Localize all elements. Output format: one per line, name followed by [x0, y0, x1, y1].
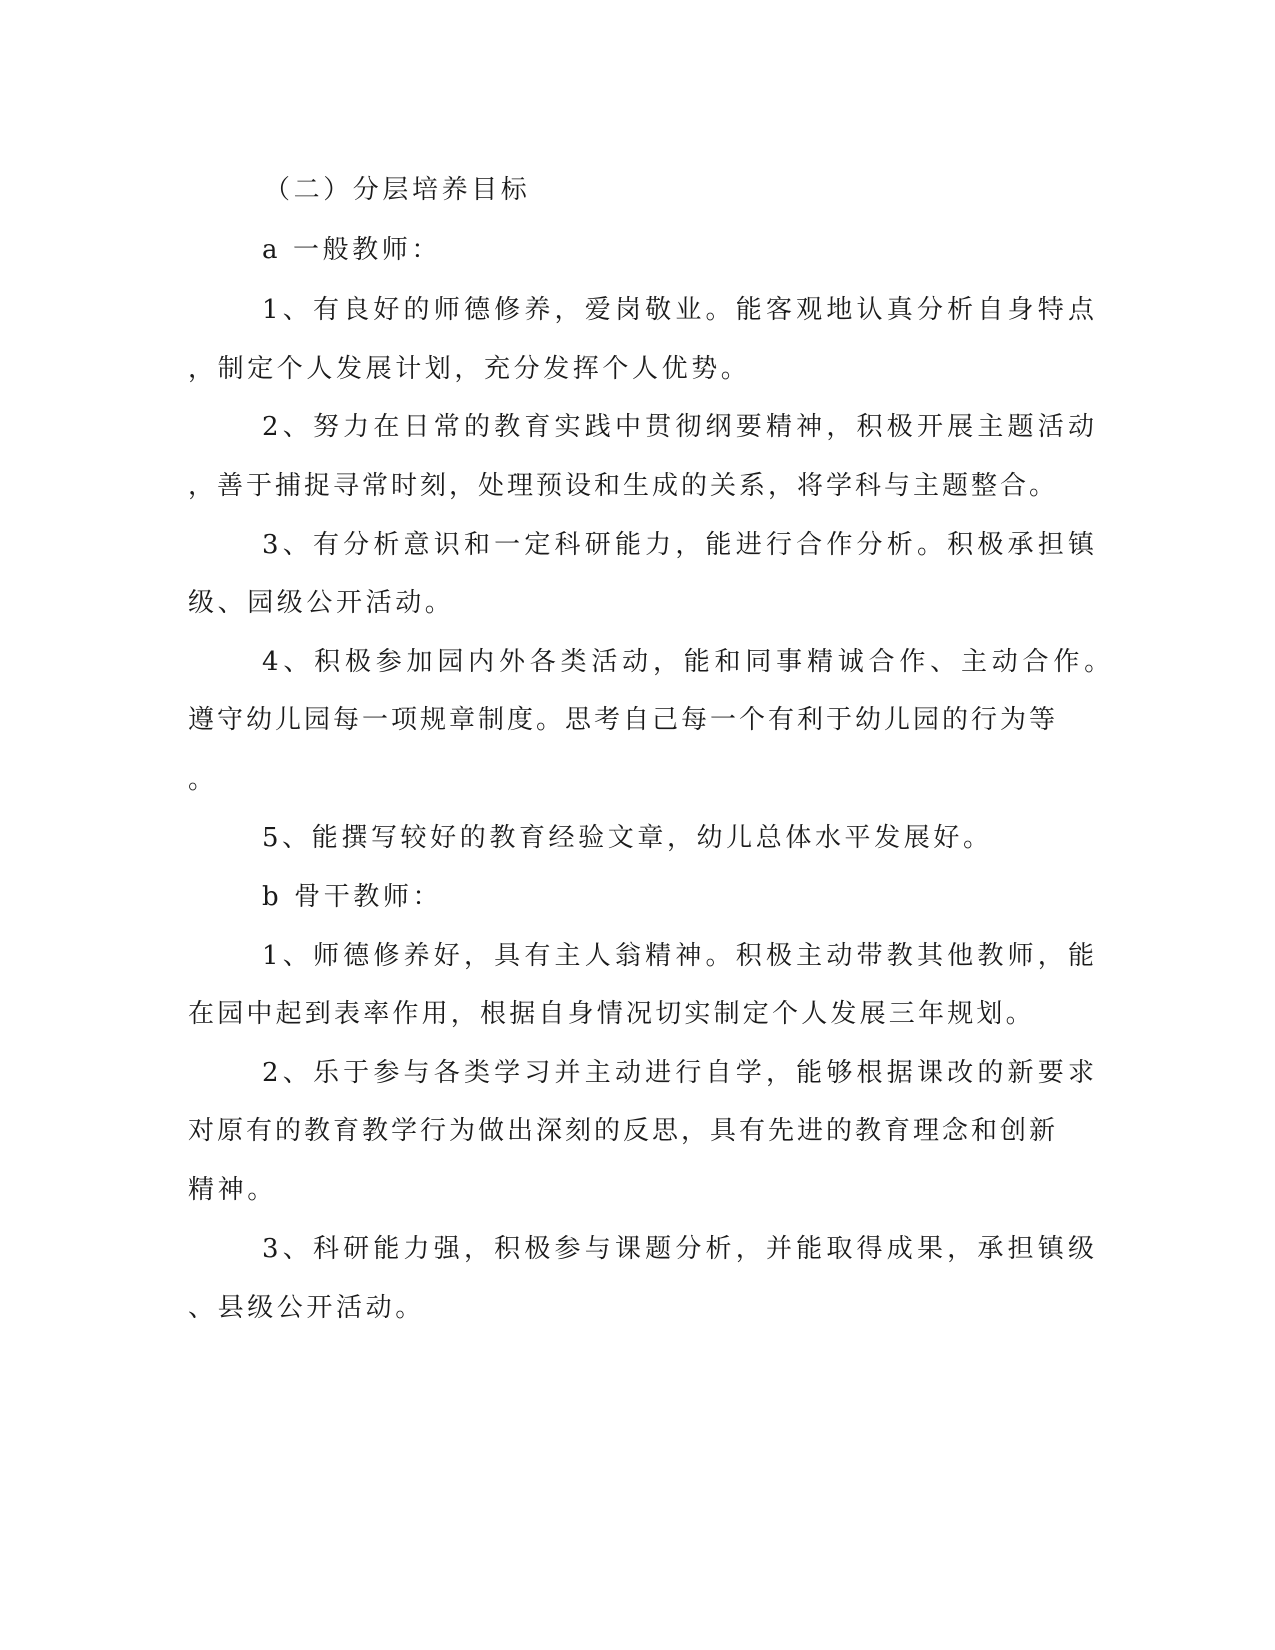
subheading-general-teachers: a 一般教师：: [262, 235, 441, 265]
paragraph-line: 4、积极参加园内外各类活动，能和同事精诚合作、主动合作。: [262, 647, 1115, 677]
paragraph-line: 对原有的教育教学行为做出深刻的反思，具有先进的教育理念和创新: [188, 1116, 1059, 1146]
paragraph-line: 。: [188, 765, 218, 795]
paragraph-line: 、县级公开活动。: [188, 1293, 425, 1323]
paragraph-line: ，制定个人发展计划，充分发挥个人优势。: [188, 354, 751, 384]
paragraph-line: 2、努力在日常的教育实践中贯彻纲要精神，积极开展主题活动: [262, 412, 1099, 442]
paragraph-line: 3、科研能力强，积极参与课题分析，并能取得成果，承担镇级: [262, 1234, 1099, 1264]
section-heading: （二）分层培养目标: [264, 175, 531, 205]
paragraph-line: ，善于捕捉寻常时刻，处理预设和生成的关系，将学科与主题整合。: [188, 471, 1059, 501]
subheading-key-teachers: b 骨干教师：: [262, 882, 443, 912]
paragraph-line: 1、有良好的师德修养，爱岗敬业。能客观地认真分析自身特点: [262, 295, 1099, 325]
paragraph-line: 1、师德修养好，具有主人翁精神。积极主动带教其他教师，能: [262, 941, 1099, 971]
paragraph-line: 精神。: [188, 1175, 277, 1205]
paragraph-line: 在园中起到表率作用，根据自身情况切实制定个人发展三年规划。: [188, 999, 1035, 1029]
paragraph-line: 遵守幼儿园每一项规章制度。思考自己每一个有利于幼儿园的行为等: [188, 705, 1059, 735]
paragraph-line: 3、有分析意识和一定科研能力，能进行合作分析。积极承担镇: [262, 530, 1099, 560]
paragraph-line: 2、乐于参与各类学习并主动进行自学，能够根据课改的新要求: [262, 1058, 1099, 1088]
paragraph-line: 5、能撰写较好的教育经验文章，幼儿总体水平发展好。: [262, 823, 993, 853]
paragraph-line: 级、园级公开活动。: [188, 588, 455, 618]
